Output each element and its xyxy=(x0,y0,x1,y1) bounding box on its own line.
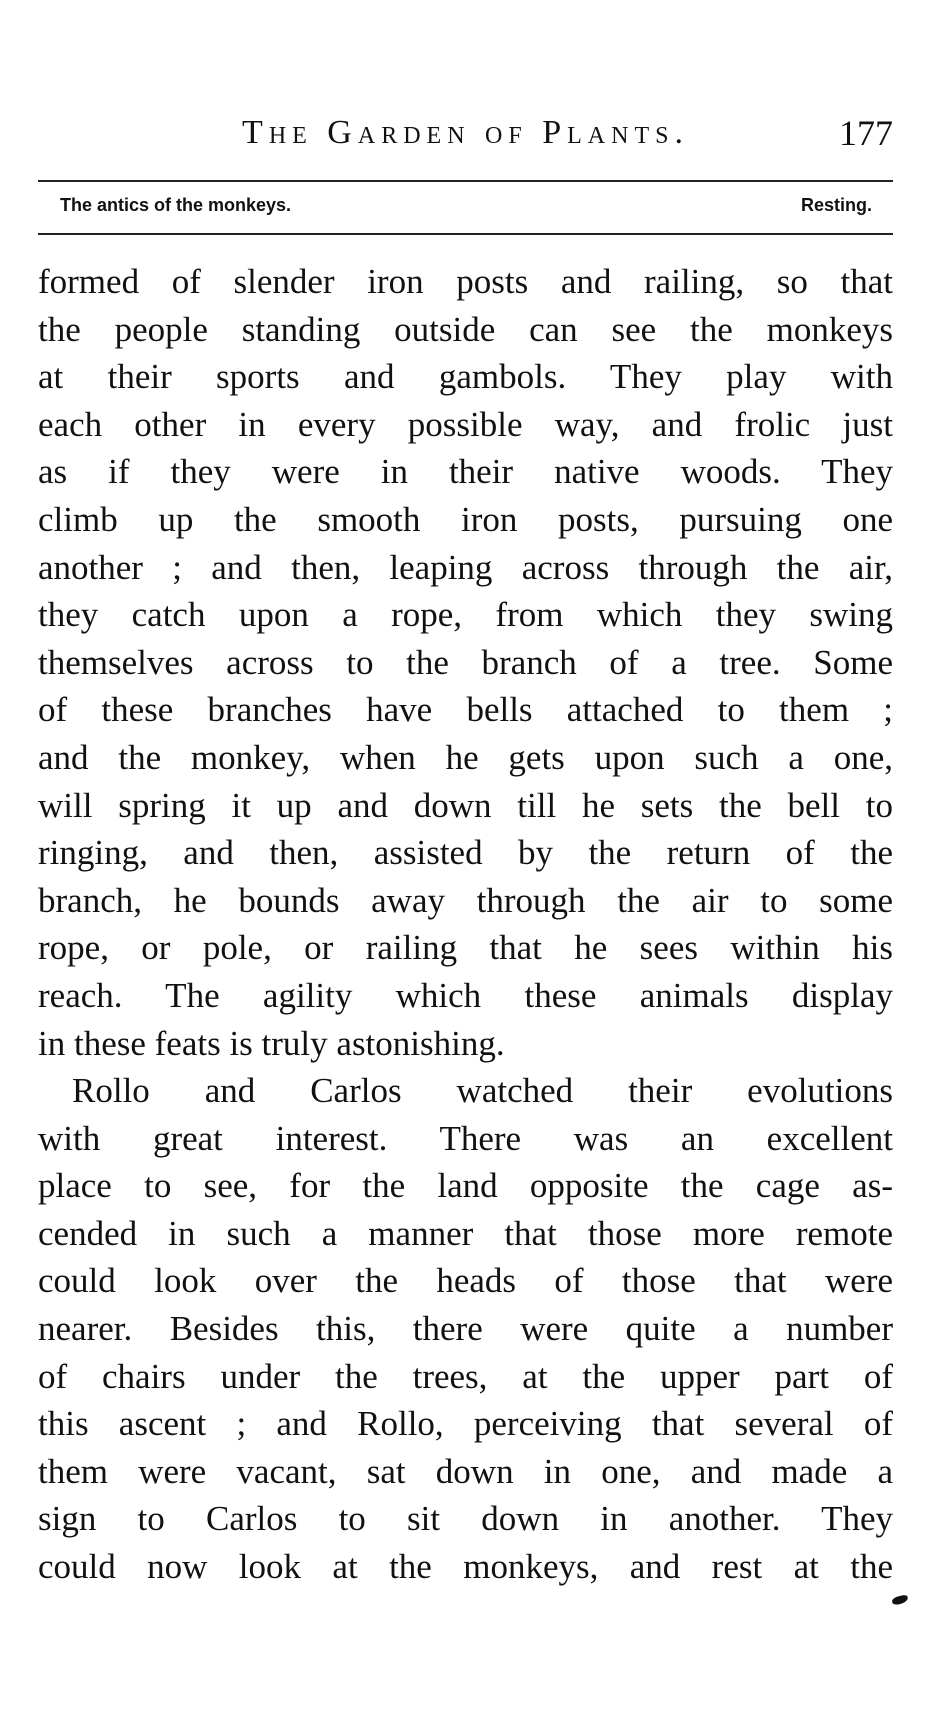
text-line: the people standing outside can see the monkeys xyxy=(38,309,893,349)
text-line: place to see, for the land opposite the cage as- xyxy=(38,1166,893,1206)
text-line: will spring it up and down till he sets the bell to xyxy=(38,785,893,825)
text-line: cended in such a manner that those more remote xyxy=(38,1213,893,1253)
text-line: they catch upon a rope, from which they swing xyxy=(38,595,893,635)
text-line: formed of slender iron posts and railing, so that xyxy=(38,262,893,301)
text-line: could now look at the monkeys, and rest at the xyxy=(38,1547,893,1587)
page-number: 177 xyxy=(839,113,893,153)
text-line: themselves across to the branch of a tree. Some xyxy=(38,642,893,682)
text-line: of chairs under the trees, at the upper part of xyxy=(38,1356,893,1396)
text-line: of these branches have bells attached to them ; xyxy=(38,690,893,730)
body-text xyxy=(38,258,893,1591)
text-line: branch, he bounds away through the air to some xyxy=(38,880,893,920)
ink-blot-mark xyxy=(891,1594,908,1605)
text-line: and the monkey, when he gets upon such a one, xyxy=(38,737,893,777)
text-line: with great interest. There was an excellent xyxy=(38,1118,893,1158)
text-line: rope, or pole, or railing that he sees within his xyxy=(38,928,893,968)
running-title: The Garden of Plants. xyxy=(242,114,689,151)
paragraph-2 xyxy=(38,1067,893,1591)
text-line: this ascent ; and Rollo, perceiving that several of xyxy=(38,1404,893,1444)
text-line: could look over the heads of those that were xyxy=(38,1261,893,1301)
text-line: sign to Carlos to sit down in another. They xyxy=(38,1499,893,1539)
section-subhead xyxy=(60,192,872,220)
subhead-resting: Resting. xyxy=(800,195,872,215)
text-line: as if they were in their native woods. They xyxy=(38,452,893,492)
text-line: reach. The agility which these animals display xyxy=(38,975,893,1015)
text-line: climb up the smooth iron posts, pursuing one xyxy=(38,499,893,539)
text-line: nearer. Besides this, there were quite a number xyxy=(38,1309,893,1349)
text-line: Rollo and Carlos watched their evolutions xyxy=(72,1071,893,1111)
header-rule-bottom xyxy=(38,233,893,235)
text-line: each other in every possible way, and frolic just xyxy=(38,404,893,444)
text-line: them were vacant, sat down in one, and made a xyxy=(38,1451,893,1491)
text-line: ringing, and then, assisted by the return of the xyxy=(38,833,893,873)
text-line: in these feats is truly astonishing. xyxy=(38,1023,505,1063)
header-rule-top xyxy=(38,180,893,182)
subhead-topic: The antics of the monkeys. xyxy=(60,195,292,215)
text-line: another ; and then, leaping across through the air, xyxy=(38,547,893,587)
running-head xyxy=(38,112,893,162)
text-line: at their sports and gambols. They play with xyxy=(38,357,893,397)
paragraph-1 xyxy=(38,258,893,1067)
